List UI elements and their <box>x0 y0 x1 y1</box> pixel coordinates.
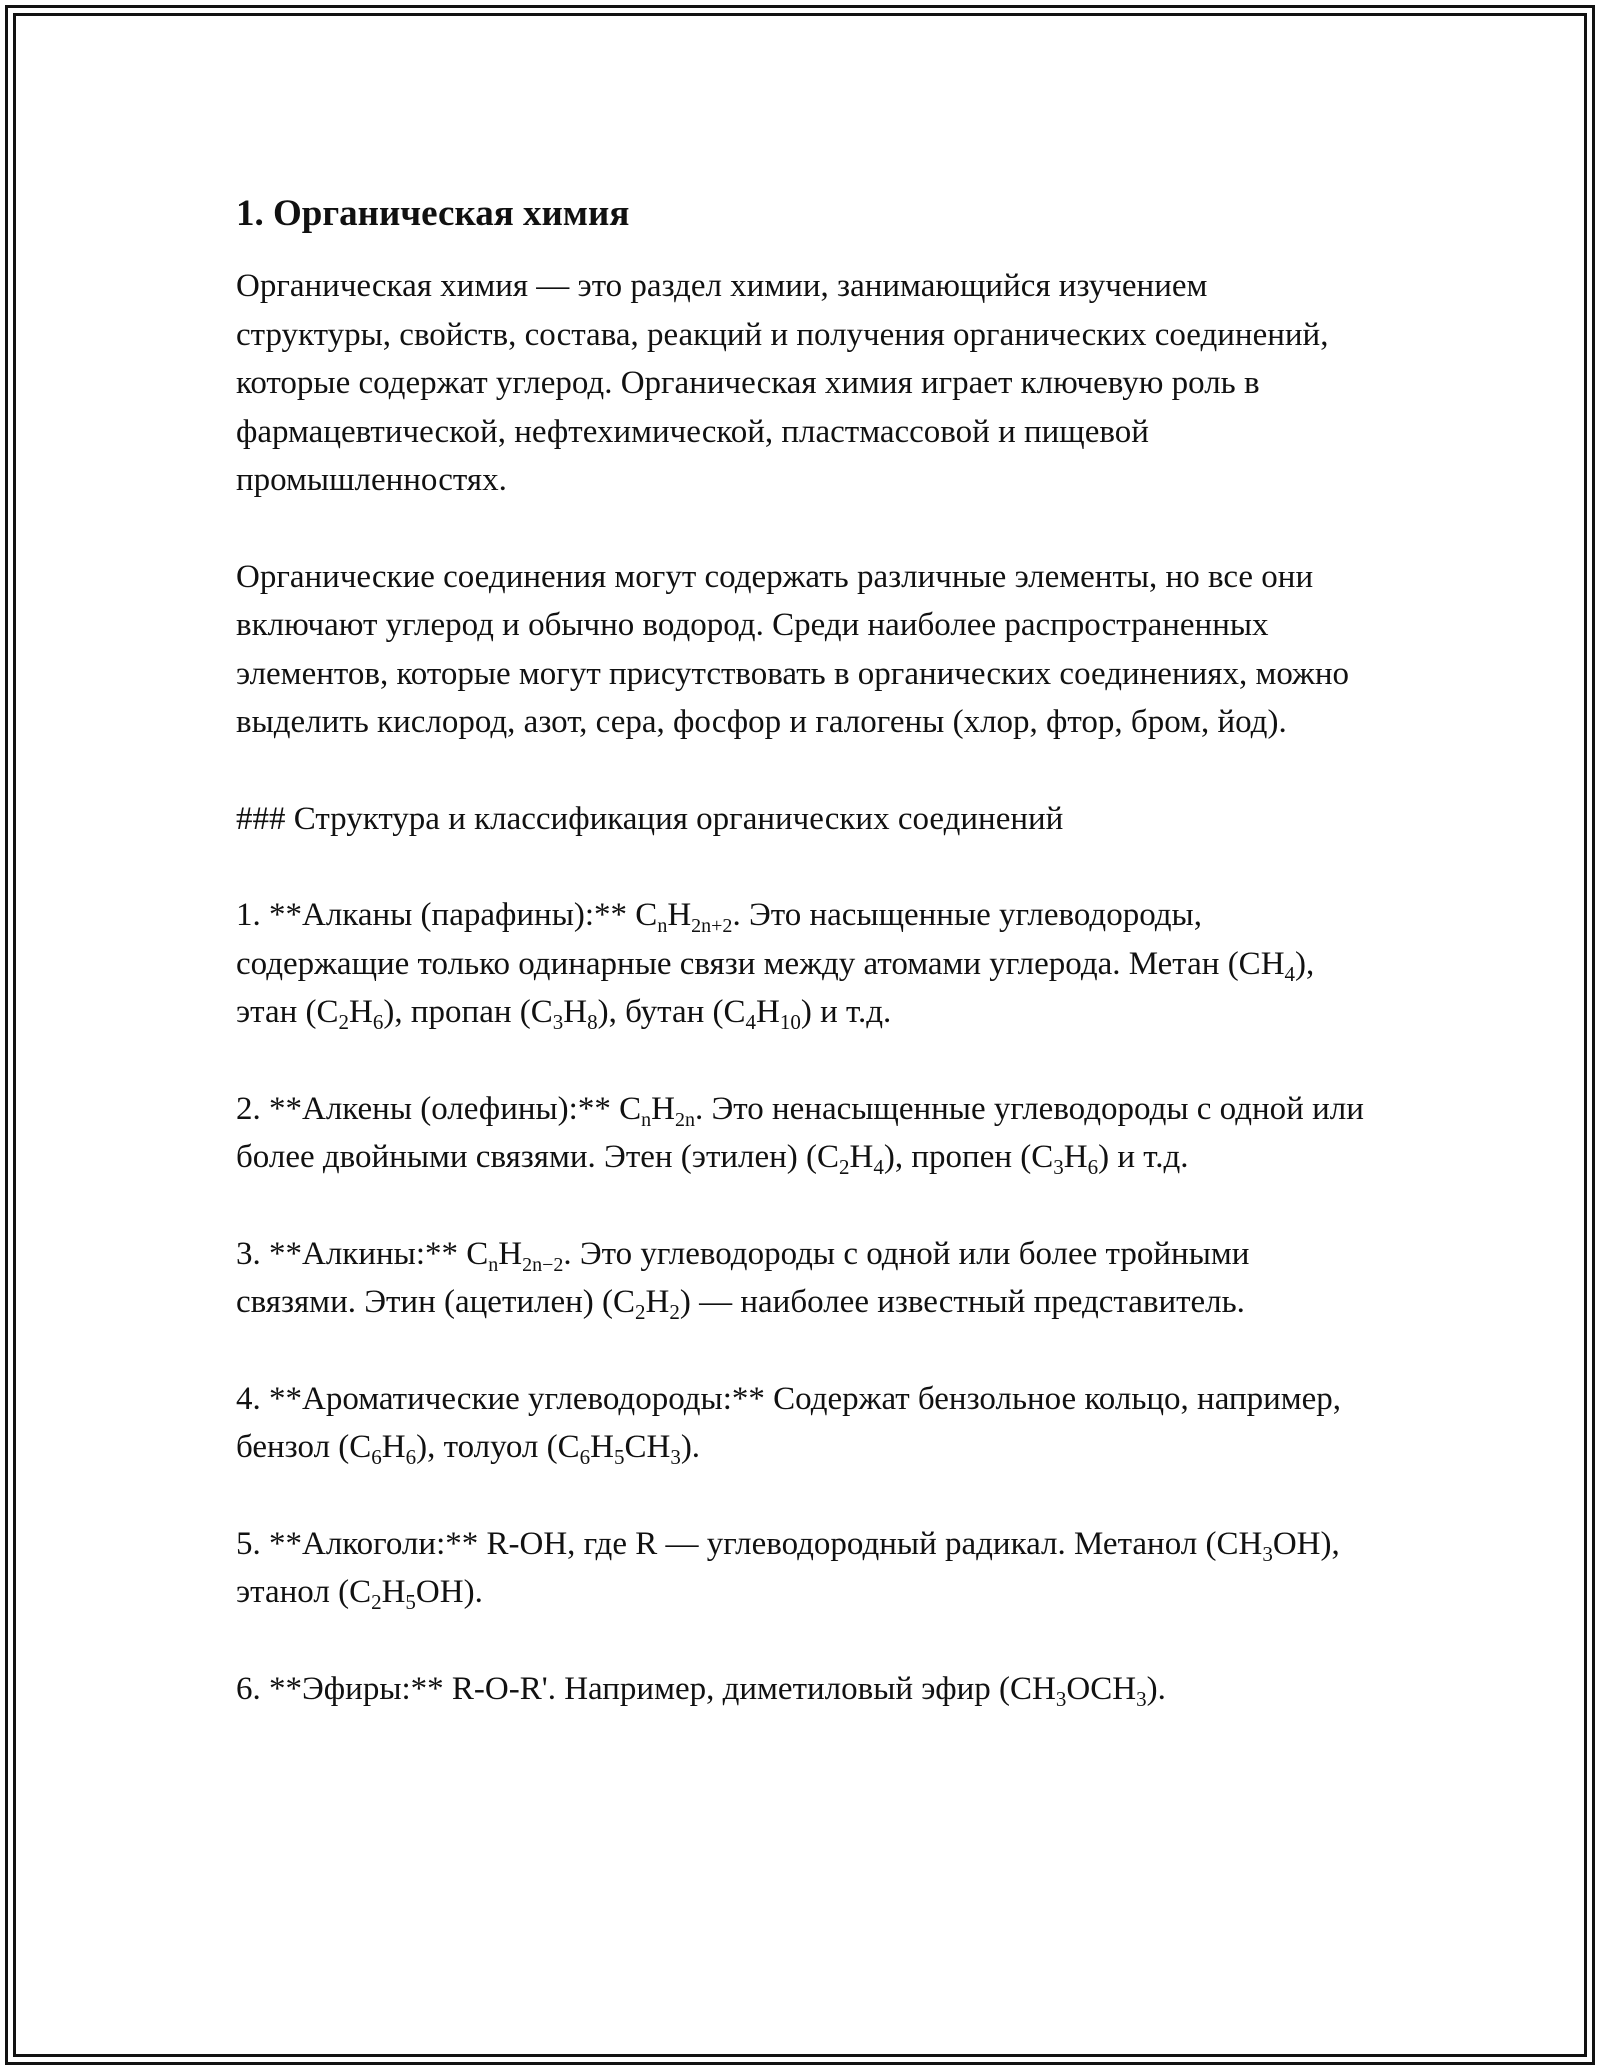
list-item-ethers: 6. **Эфиры:** R-O-R'. Например, диметиловый эфир $(CH_3OCH_3)$. <box>236 1670 1166 1711</box>
document-title: 1. Органическая химия <box>236 193 630 234</box>
list-item-aromatics: 4. **Ароматические углеводороды:** Содержат бензольное кольцо, например, бензол $(C_6H_6)$, толуол $(C_6H_5CH_3)$. <box>236 1380 1342 1469</box>
list-item-alcohols: 5. **Алкоголи:** R-OH, где R — углеводородный радикал. Метанол $(CH_3OH)$, этанол $(C_2H_5OH)$. <box>236 1525 1340 1614</box>
intro-paragraph-2: Органические соединения могут содержать различные элементы, но все они включают углерод и обычно водород. Среди наиболее распространенных элементов, которые могут присутствовать в органических соединениях, можно выделить кислород, азот, сера, фосфор и галогены (хлор, фтор, бром, йод). <box>236 558 1349 740</box>
document-body <box>236 188 1366 1761</box>
section-heading: ### Структура и классификация органических соединений <box>236 800 1064 837</box>
list-item-alkynes: 3. **Алкины:** $C_nH_{2n-2}$. Это углеводороды с одной или более тройными связями. Этин (ацетилен) $(C_2H_2)$ — наиболее известный представитель. <box>236 1235 1250 1324</box>
intro-paragraph-1: Органическая химия — это раздел химии, занимающийся изучением структуры, свойств, состава, реакций и получения органических соединений, которые содержат углерод. Органическая химия играет ключевую роль в фармацевтической, нефтехимической, пластмассовой и пищевой промышленностях. <box>236 268 1329 498</box>
list-item-alkanes: 1. **Алканы (парафины):** $C_nH_{2n+2}$. Это насыщенные углеводороды, содержащие только одинарные связи между атомами углерода. Метан $(CH_4)$, этан $(C_2H_6)$, пропан $(C_3H_8)$, бутан $(C_4H_{10})$ и т.д. <box>236 897 1315 1034</box>
list-item-alkenes: 2. **Алкены (олефины):** $C_nH_{2n}$. Это ненасыщенные углеводороды с одной или более двойными связями. Этен (этилен) $(C_2H_4)$, пропен $(C_3H_6)$ и т.д. <box>236 1090 1364 1179</box>
